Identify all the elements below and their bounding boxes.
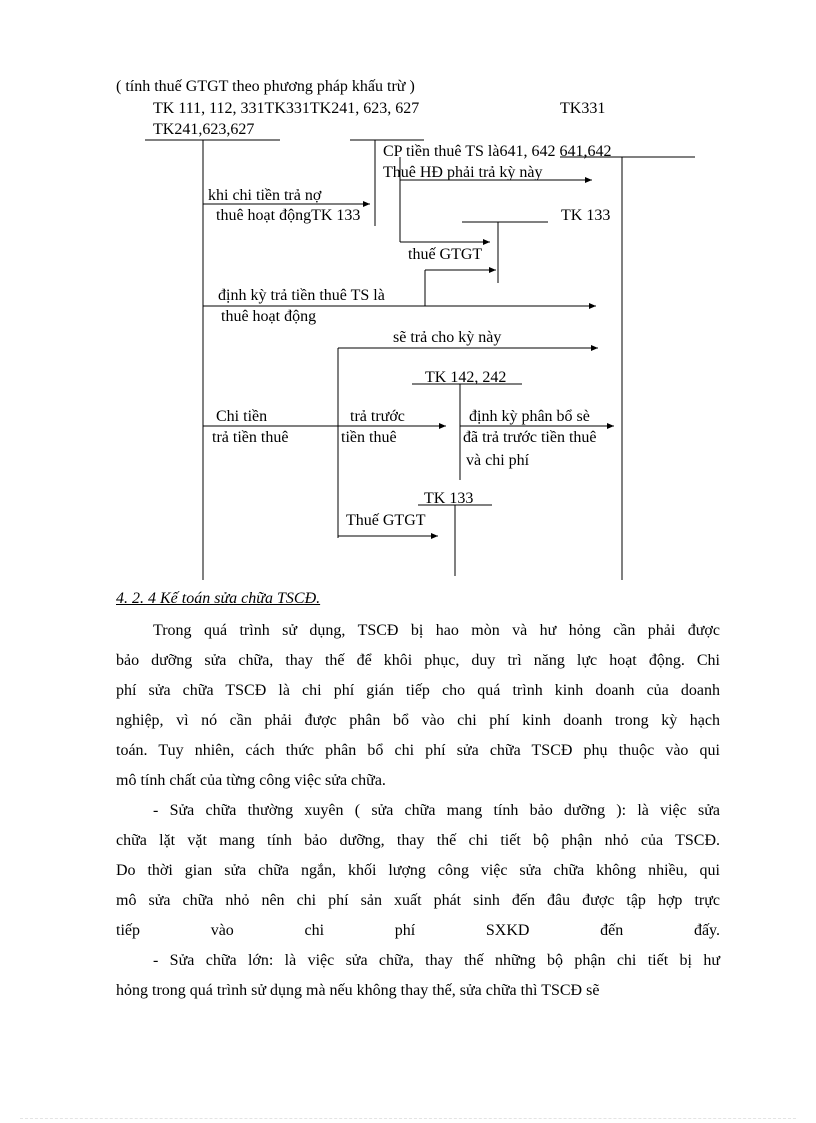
tk133-a-label: TK 133 bbox=[561, 207, 611, 224]
thue-gtgt-b-label: Thuế GTGT bbox=[346, 512, 426, 529]
phan-bo-label-3: và chi phí bbox=[466, 452, 530, 469]
se-tra-label: sẽ trả cho kỳ này bbox=[393, 329, 502, 346]
text-line: tiếp vào chi phí SXKD đến đấy. bbox=[116, 922, 720, 939]
header-tk331: TK331 bbox=[560, 100, 606, 117]
tra-truoc-label: trả trước bbox=[350, 408, 405, 425]
section-heading: 4. 2. 4 Kế toán sửa chữa TSCĐ. bbox=[116, 590, 321, 607]
text-line: - Sửa chữa thường xuyên ( sửa chữa mang tính bảo dưỡng ): là việc sửa bbox=[153, 802, 720, 819]
tk142-label: TK 142, 242 bbox=[425, 369, 507, 386]
text-line: nghiệp, vì nó cần phải được phân bổ vào chi phí kinh doanh trong kỳ hạch bbox=[116, 712, 720, 729]
text-line: chữa lặt vặt mang tính bảo dưỡng, thay thế chi tiết bộ phận nhỏ của TSCĐ. bbox=[116, 832, 720, 849]
text-line: toán. Tuy nhiên, cách thức phân bổ chi phí sửa chữa TSCĐ phụ thuộc vào qui bbox=[116, 742, 720, 759]
tk133-b-label: TK 133 bbox=[424, 490, 474, 507]
text-line: hỏng trong quá trình sử dụng mà nếu không thay thế, sửa chữa thì TSCĐ sẽ bbox=[116, 982, 600, 999]
khi-chi-label-2: thuê hoạt độngTK 133 bbox=[216, 207, 361, 224]
header-accounts: TK 111, 112, 331TK331TK241, 623, 627 bbox=[153, 100, 420, 117]
chi-tien-label: Chi tiền bbox=[216, 408, 268, 425]
paragraph-regular-repair bbox=[116, 796, 720, 946]
text-line: phí sửa chữa TSCĐ là chi phí gián tiếp cho quá trình kinh doanh của doanh bbox=[116, 682, 720, 699]
page-bottom-divider bbox=[20, 1118, 796, 1119]
text-line: Trong quá trình sử dụng, TSCĐ bị hao mòn và hư hỏng cần phải được bbox=[153, 622, 720, 639]
text-line: mô sửa chữa nhỏ nên chi phí sản xuất phát sinh đến đâu được tập hợp trực bbox=[116, 892, 720, 909]
text-line: Do thời gian sửa chữa ngắn, khối lượng công việc sửa chữa không nhiều, qui bbox=[116, 862, 720, 879]
text-line: - Sửa chữa lớn: là việc sửa chữa, thay thế những bộ phận chi tiết bị hư bbox=[153, 952, 720, 969]
thue-hd-label: Thuê HĐ phải trả kỳ này bbox=[383, 164, 543, 181]
khi-chi-label-1: khi chi tiền trả nợ bbox=[208, 187, 322, 204]
tien-thue-label: tiền thuê bbox=[341, 429, 397, 446]
thue-gtgt-a-label: thuế GTGT bbox=[408, 246, 483, 263]
dinh-ky-label-2: thuê hoạt động bbox=[221, 308, 317, 325]
paragraph-repair-intro bbox=[116, 616, 720, 796]
phan-bo-label-2: đã trả trước tiền thuê bbox=[463, 429, 597, 446]
dinh-ky-label-1: định kỳ trả tiền thuê TS là bbox=[218, 287, 385, 304]
diagram-caption: ( tính thuế GTGT theo phương pháp khấu trừ ) bbox=[116, 78, 415, 95]
phan-bo-label-1: định kỳ phân bổ sè bbox=[469, 408, 590, 425]
paragraph-major-repair bbox=[116, 946, 720, 1006]
header-tk241: TK241,623,627 bbox=[153, 121, 255, 138]
text-line: bảo dưỡng sửa chữa, thay thế để khôi phục, duy trì năng lực hoạt động. Chi bbox=[116, 652, 720, 669]
cp-tien-thue-label: CP tiền thuê TS là641, 642 641,642 bbox=[383, 143, 612, 160]
text-line: mô tính chất của từng công việc sửa chữa. bbox=[116, 772, 386, 789]
tra-tien-thue-label: trả tiền thuê bbox=[212, 429, 289, 446]
